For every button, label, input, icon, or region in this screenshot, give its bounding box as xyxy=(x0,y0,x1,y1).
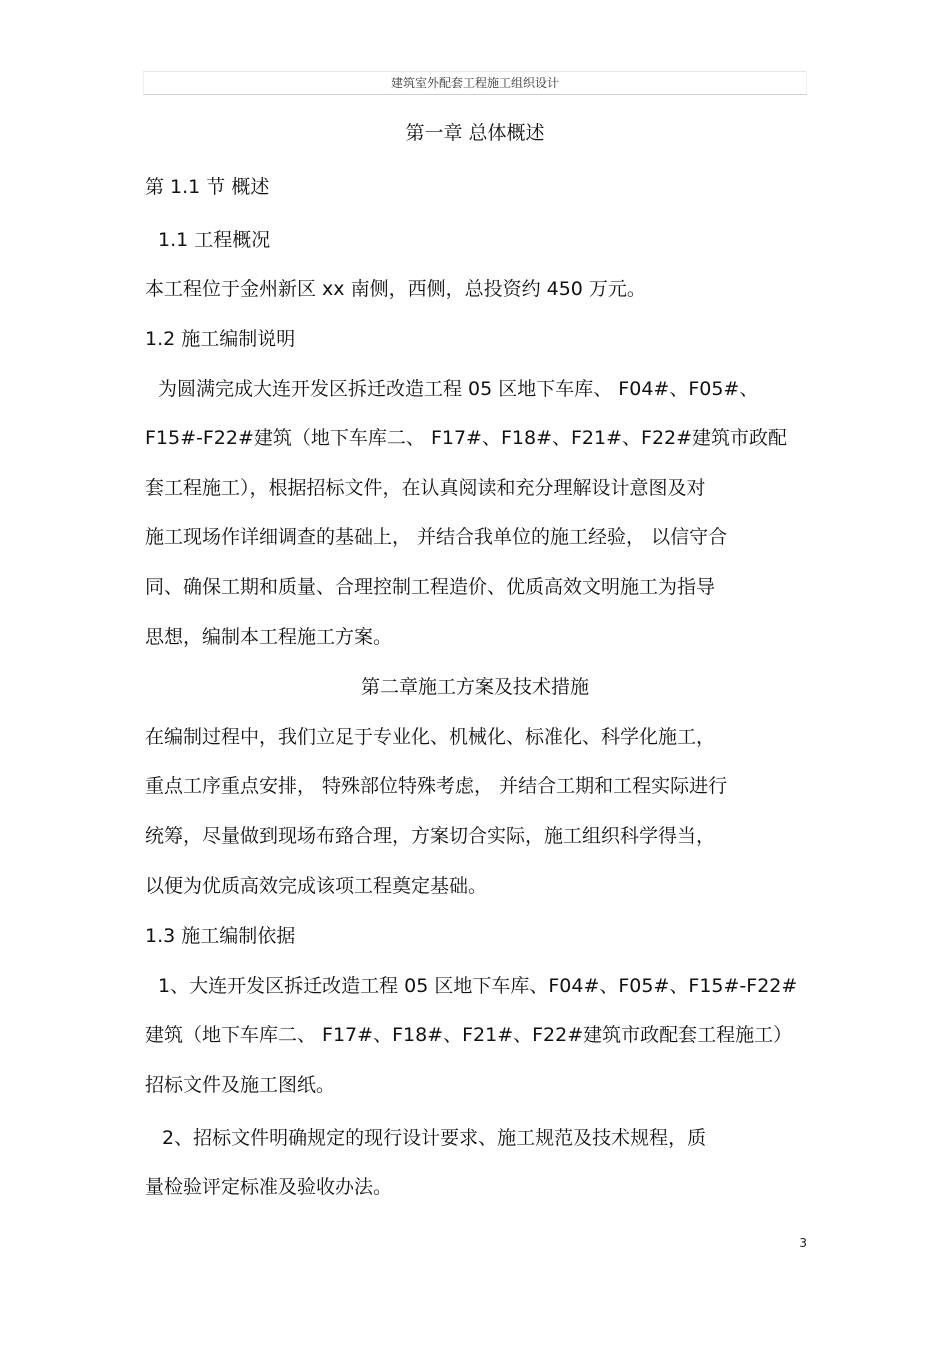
subsection-1-2-title: 1.2 施工编制说明 xyxy=(145,328,296,350)
list-item-line: 2、招标文件明确规定的现行设计要求、施工规范及技术规程，质 xyxy=(162,1127,707,1149)
paragraph-line: 同、确保工期和质量、合理控制工程造价、优质高效文明施工为指导 xyxy=(145,576,716,598)
paragraph-line: 套工程施工），根据招标文件，在认真阅读和充分理解设计意图及对 xyxy=(145,477,706,499)
paragraph-line: 为圆满完成大连开发区拆迁改造工程 05 区地下车库、 F04#、F05#、 xyxy=(158,378,759,400)
chapter-2-title: 第二章施工方案及技术措施 xyxy=(360,676,589,698)
list-item-line: 量检验评定标准及验收办法。 xyxy=(145,1176,393,1198)
paragraph-line: 统筹，尽量做到现场布臵合理，方案切合实际，施工组织科学得当， xyxy=(145,825,716,847)
paragraph-line: 思想，编制本工程施工方案。 xyxy=(145,626,393,648)
page-number: 3 xyxy=(799,1236,807,1250)
chapter-1-title: 第一章 总体概述 xyxy=(405,122,545,144)
paragraph-line: 施工现场作详细调查的基础上， 并结合我单位的施工经验， 以信守合 xyxy=(145,526,728,548)
list-item-line: 建筑（地下车库二、 F17#、F18#、F21#、F22#建筑市政配套工程施工） xyxy=(145,1024,793,1046)
subsection-1-1-title: 1.1 工程概况 xyxy=(158,229,271,251)
page-header: 建筑室外配套工程施工组织设计 xyxy=(143,71,807,95)
project-overview-text: 本工程位于金州新区 xx 南侧，西侧，总投资约 450 万元。 xyxy=(145,278,646,300)
paragraph-line: F15#-F22#建筑（地下车库二、 F17#、F18#、F21#、F22#建筑市政配 xyxy=(145,427,788,449)
paragraph-line: 重点工序重点安排， 特殊部位特殊考虑， 并结合工期和工程实际进行 xyxy=(145,775,728,797)
paragraph-line: 在编制过程中，我们立足于专业化、机械化、标准化、科学化施工， xyxy=(145,726,716,748)
subsection-1-3-title: 1.3 施工编制依据 xyxy=(145,925,296,947)
section-1-1-title: 第 1.1 节 概述 xyxy=(145,176,270,198)
list-item-line: 招标文件及施工图纸。 xyxy=(145,1074,336,1096)
list-item-line: 1、大连开发区拆迁改造工程 05 区地下车库、F04#、F05#、F15#-F22# xyxy=(158,975,798,997)
paragraph-line: 以便为优质高效完成该项工程奠定基础。 xyxy=(145,875,488,897)
